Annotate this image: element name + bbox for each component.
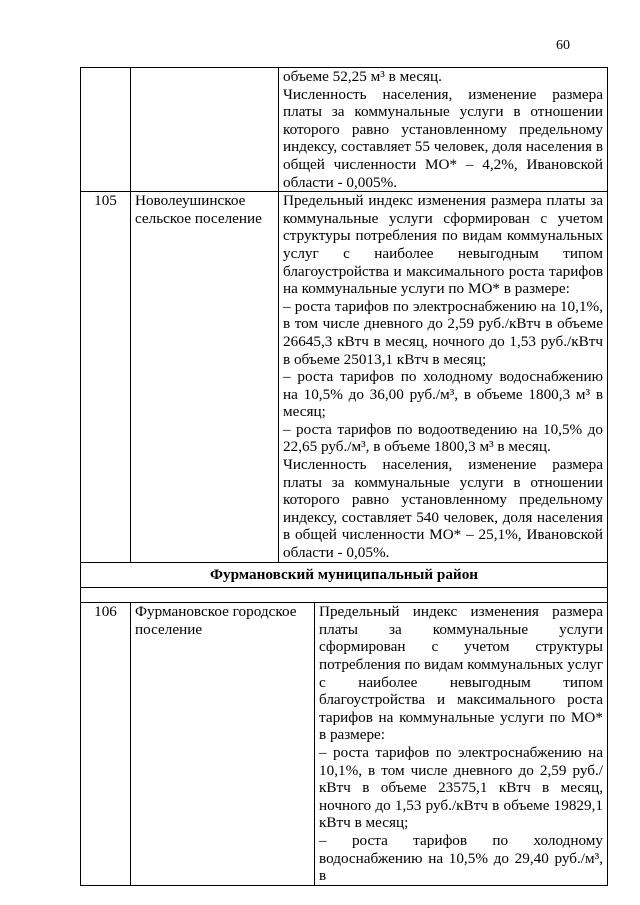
description-cell <box>279 68 608 192</box>
continuation-line-1: объеме 52,25 м³ в месяц. <box>283 68 442 85</box>
tariff-item-electricity: – роста тарифов по электроснабжению на 10,1%, в том числе дневного до 2,59 руб./кВтч в объеме 23575,1 кВтч в месяц, ночного до 1,53 руб./кВтч в объеме 19829,1 кВтч в месяц; <box>319 743 603 832</box>
table-row-continuation <box>81 68 608 192</box>
page-number: 60 <box>556 38 570 53</box>
row-number: 105 <box>81 192 131 562</box>
table-row-105 <box>81 192 608 562</box>
spacer-row <box>81 588 608 603</box>
municipality-name: Фурмановское городское поселение <box>131 603 315 886</box>
description-cell <box>279 192 608 562</box>
tariff-item-sewerage: – роста тарифов по водоотведению на 10,5% до 22,65 руб./м³, в объеме 1800,3 м³ в месяц. <box>283 420 603 456</box>
intro-text: Предельный индекс изменения размера платы за коммунальные услуги сформирован с учетом структуры потребления по видам коммунальных услуг с наиболее невыгодным типом благоустройства и максимального роста тарифов на коммунальные услуги по МО* в размере: <box>283 192 603 298</box>
tariff-item-cold-water: – роста тарифов по холодному водоснабжению на 10,5% до 29,40 руб./м³, в <box>319 831 603 885</box>
description-cell <box>315 603 608 886</box>
row-number: 106 <box>81 603 131 886</box>
tariff-item-cold-water: – роста тарифов по холодному водоснабжению на 10,5% до 36,00 руб./м³, в объеме 1800,3 м³ в месяц; <box>283 368 603 421</box>
table-row-106 <box>81 603 608 886</box>
tariff-table <box>80 67 608 886</box>
intro-text: Предельный индекс изменения размера платы за коммунальные услуги сформирован с учетом структуры потребления по видам коммунальных услуг с наиболее невыгодным типом благоустройства и максимального роста тарифов на коммунальные услуги по МО* в размере: <box>319 603 603 744</box>
name-cell <box>131 68 279 192</box>
section-header-row <box>81 562 608 588</box>
continuation-population: Численность населения, изменение размера платы за коммунальные услуги в отношении которого равно установленному предельному индексу, составляет 55 человек, доля населения в общей численности МО* – 4,2%, Ивановской области - 0,005%. <box>283 85 603 191</box>
number-cell <box>81 68 131 192</box>
tariff-item-electricity: – роста тарифов по электроснабжению на 10,1%, в том числе дневного до 2,59 руб./кВтч в объеме 26645,3 кВтч в месяц, ночного до 1,53 руб./кВтч в объеме 25013,1 кВтч в месяц; <box>283 297 603 368</box>
municipality-name: Новолеушинское сельское поселение <box>131 192 279 562</box>
population-text: Численность населения, изменение размера платы за коммунальные услуги в отношении которого равно установленному предельному индексу, составляет 540 человек, доля населения в общей численности МО* – 25,1%, Ивановской области - 0,05%. <box>283 456 603 562</box>
section-title: Фурмановский муниципальный район <box>81 562 608 588</box>
